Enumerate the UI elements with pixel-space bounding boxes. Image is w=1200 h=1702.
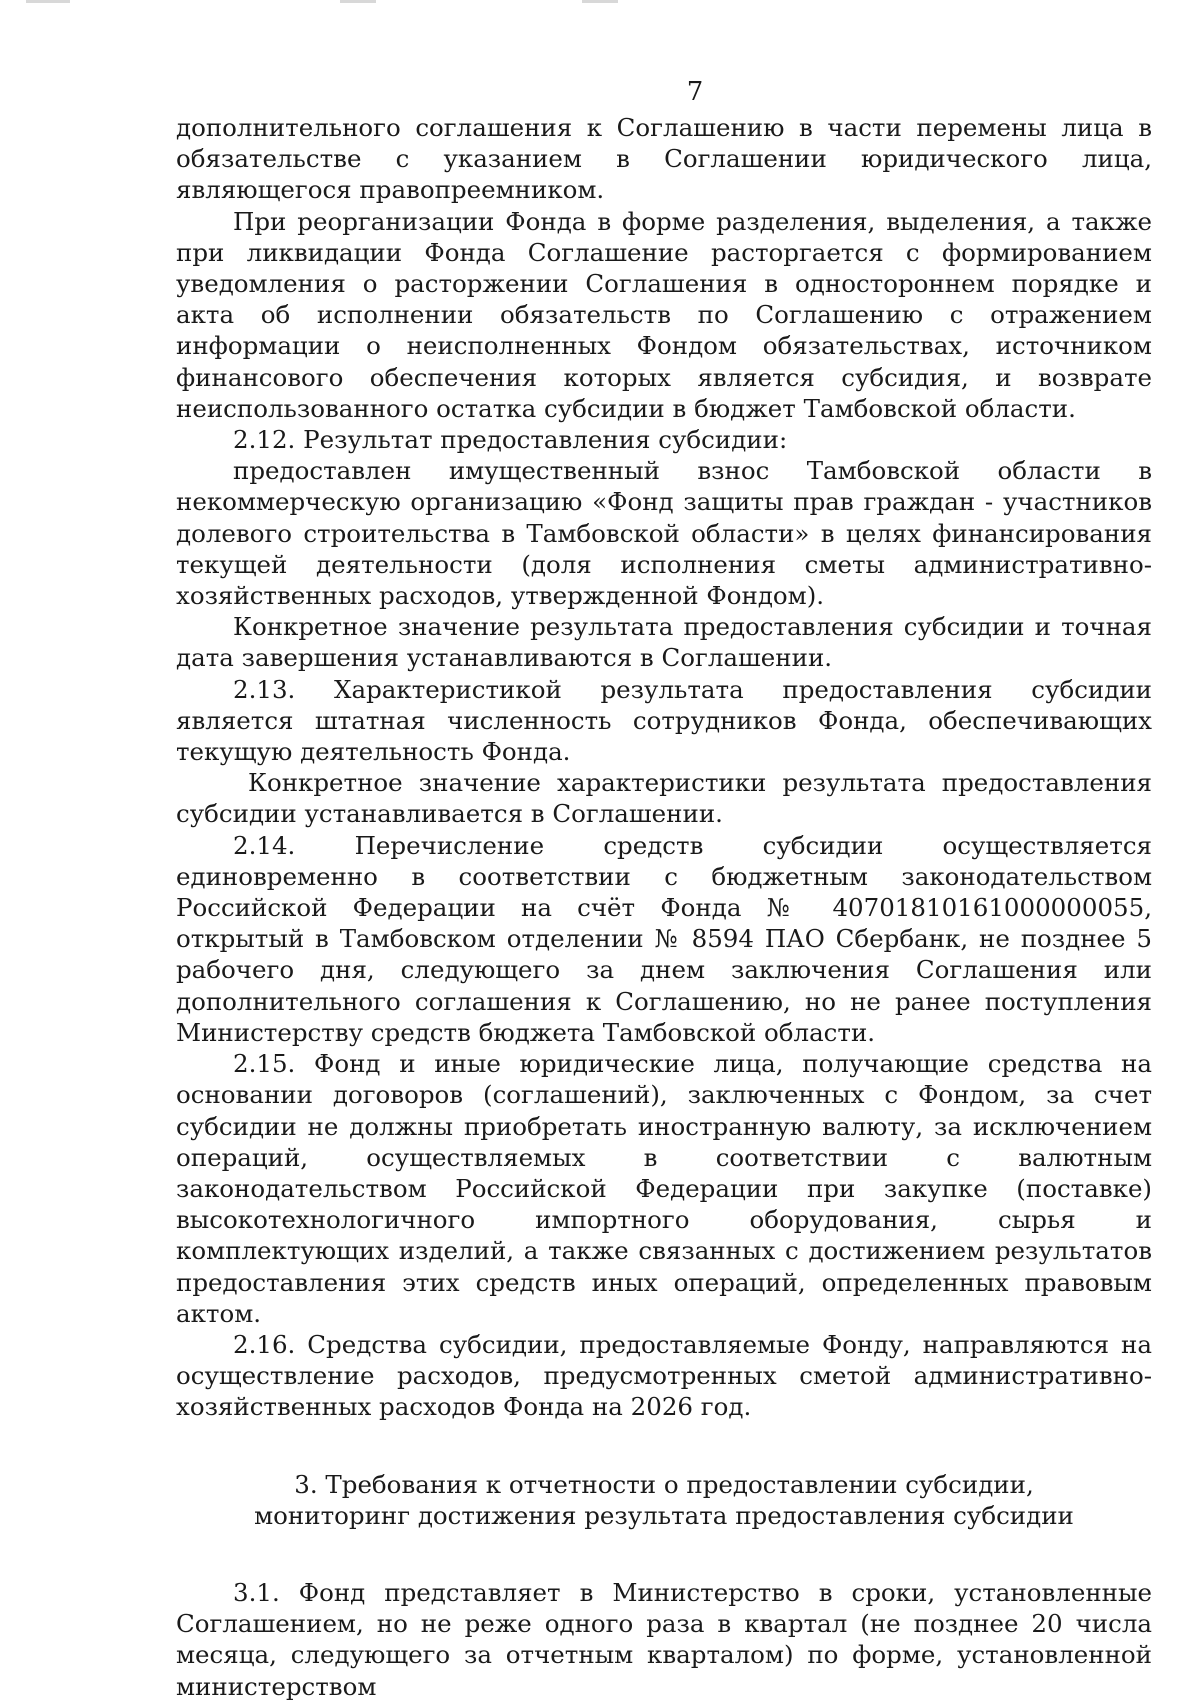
section-heading-line: мониторинг достижения результата предоставления субсидии	[254, 1500, 1074, 1530]
document-body	[176, 112, 1152, 1702]
paragraph-2-15: 2.15. Фонд и иные юридические лица, получающие средства на основании договоров (соглашений), заключенных с Фондом, за счет субсидии не должны приобретать иностранную валюту, за исключением операций, осуществляемых в соответствии с валютным законодательством Российской Федерации при закупке (поставке) высокотехнологичного импортного оборудования, сырья и комплектующих изделий, а также связанных с достижением результатов предоставления этих средств иных операций, определенных правовым актом.	[176, 1049, 1152, 1328]
paragraph-2-14: 2.14. Перечисление средств субсидии осуществляется единовременно в соответствии с бюджетным законодательством Российской Федерации на счёт Фонда № 40701810161000000055, открытый в Тамбовском отделении № 8594 ПАО Сбербанк, не позднее 5 рабочего дня, следующего за днем заключения Соглашения или дополнительного соглашения к Соглашению, но не ранее поступления Министерству средств бюджета Тамбовской области.	[176, 830, 1152, 1047]
paragraph-2-12: 2.12. Результат предоставления субсидии:	[233, 425, 788, 455]
paragraph-characteristic-value: Конкретное значение характеристики результата предоставления субсидии устанавливается в Соглашении.	[176, 768, 1152, 829]
section-heading-line: 3. Требования к отчетности о предоставлении субсидии,	[294, 1469, 1034, 1499]
paragraph-3-1: 3.1. Фонд представляет в Министерство в сроки, установленные Соглашением, но не реже одного раза в квартал (не позднее 20 числа месяца, следующего за отчетным кварталом) по форме, установленной министерством	[176, 1577, 1152, 1701]
paragraph-result-value: Конкретное значение результата предоставления субсидии и точная дата завершения устанавливаются в Соглашении.	[176, 612, 1152, 673]
section-heading	[176, 1469, 1152, 1531]
paragraph-reorganization: При реорганизации Фонда в форме разделения, выделения, а также при ликвидации Фонда Соглашение расторгается с формированием уведомления о расторжении Соглашения в одностороннем порядке и акта об исполнении обязательств по Соглашению с отражением информации о неисполненных Фондом обязательствах, источником финансового обеспечения которых является субсидия, и возврате неиспользованного остатка субсидии в бюджет Тамбовской области.	[176, 206, 1152, 423]
scan-edge-mark	[340, 0, 376, 3]
page-number: 7	[686, 77, 704, 107]
paragraph-2-13: 2.13. Характеристикой результата предоставления субсидии является штатная численность сотрудников Фонда, обеспечивающих текущую деятельность Фонда.	[176, 674, 1152, 767]
paragraph-continuation: дополнительного соглашения к Соглашению в части перемены лица в обязательстве с указанием в Соглашении юридического лица, являющегося правопреемником.	[176, 113, 1152, 205]
paragraph-2-16: 2.16. Средства субсидии, предоставляемые Фонду, направляются на осуществление расходов, предусмотренных сметой административно-хозяйственных расходов Фонда на 2026 год.	[176, 1329, 1152, 1422]
scan-edge-mark	[26, 0, 70, 3]
scan-edge-mark	[582, 0, 618, 3]
paragraph-result: предоставлен имущественный взнос Тамбовской области в некоммерческую организацию «Фонд защиты прав граждан - участников долевого строительства в Тамбовской области» в целях финансирования текущей деятельности (доля исполнения сметы административно-хозяйственных расходов, утвержденной Фондом).	[176, 456, 1152, 611]
